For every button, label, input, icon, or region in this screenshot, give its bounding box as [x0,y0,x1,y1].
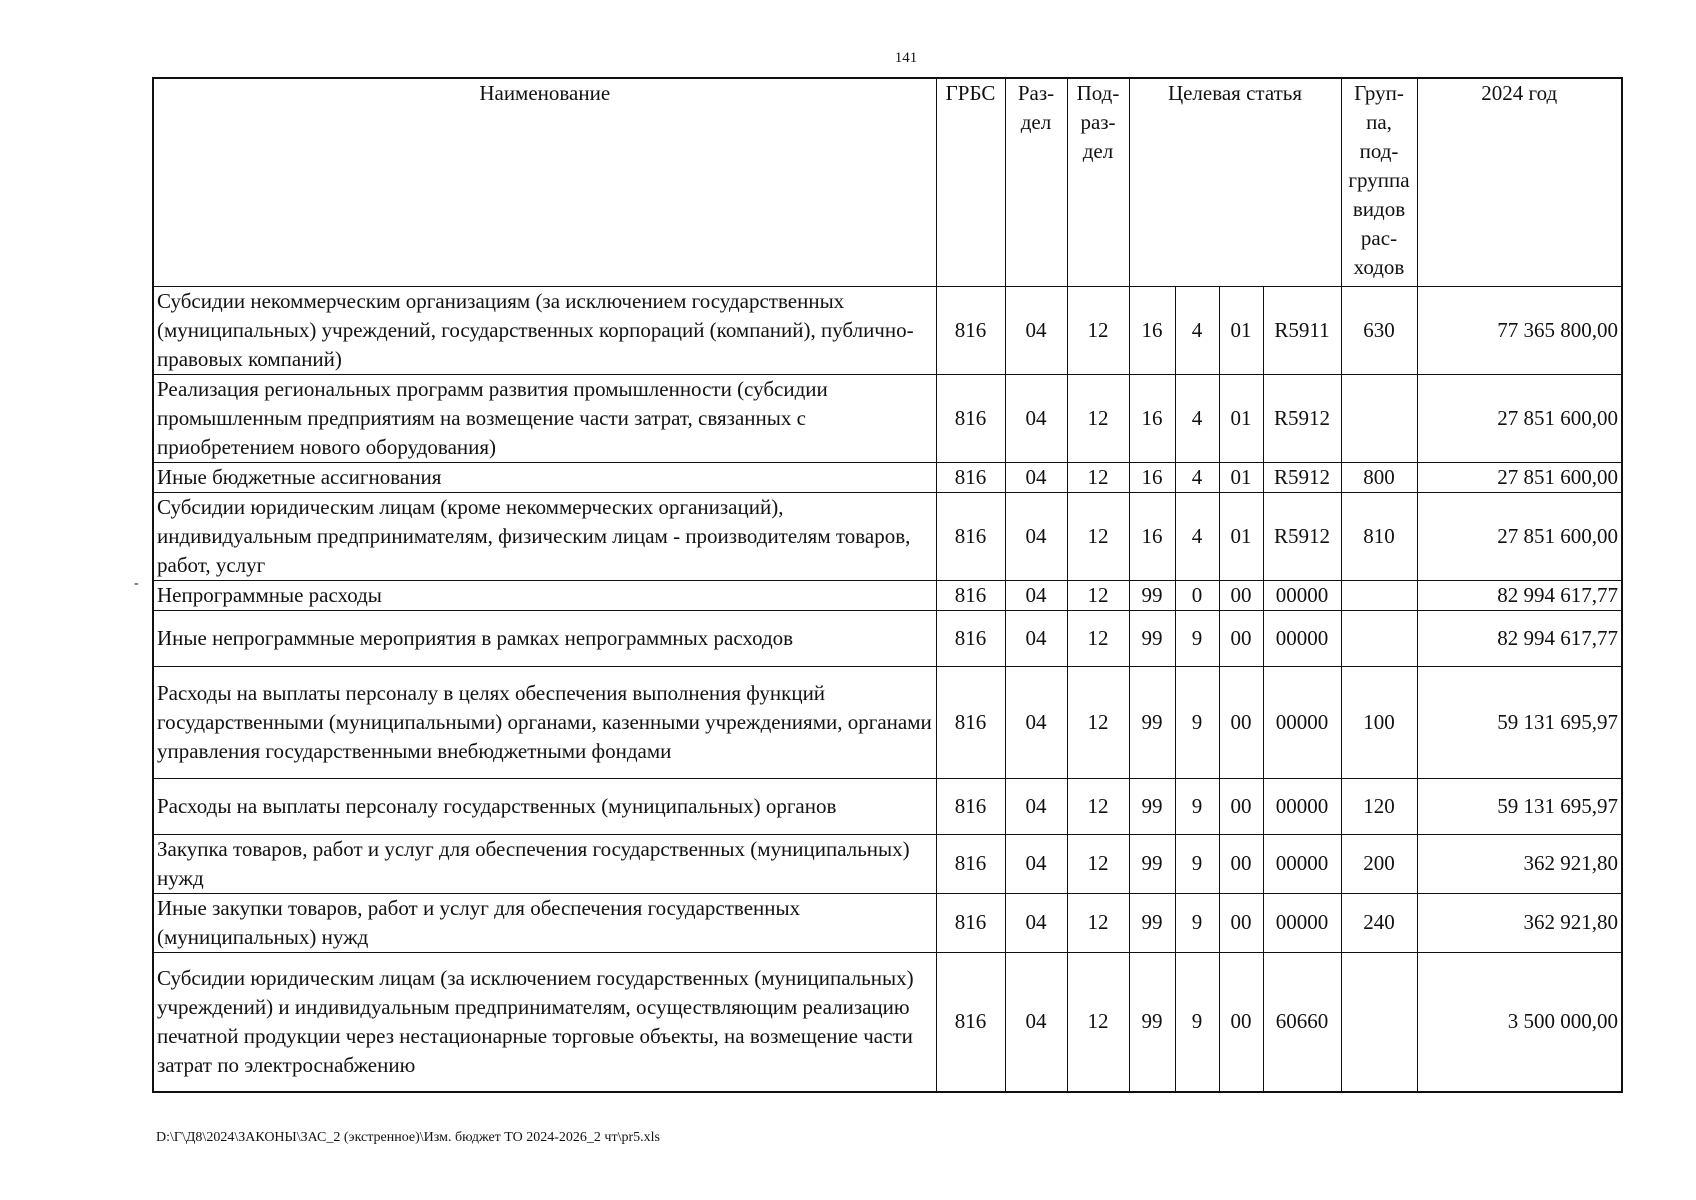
cell-t4: 00000 [1263,580,1341,610]
cell-amount: 27 851 600,00 [1417,492,1622,580]
cell-name: Субсидии некоммерческим организациям (за исключением государственных (муниципальных) учреждений, государственных корпораций (компаний), публично-правовых компаний) [153,286,936,374]
cell-grbs: 816 [936,834,1005,893]
cell-name: Иные закупки товаров, работ и услуг для обеспечения государственных (муниципальных) нужд [153,893,936,952]
cell-t1: 99 [1129,778,1175,834]
cell-t1: 16 [1129,374,1175,462]
cell-t3: 00 [1219,952,1263,1092]
header-podrazdel: Под-раз-дел [1067,78,1129,286]
cell-podrazdel: 12 [1067,286,1129,374]
cell-t2: 4 [1175,492,1219,580]
cell-t4: 00000 [1263,610,1341,666]
cell-t3: 00 [1219,778,1263,834]
cell-grbs: 816 [936,778,1005,834]
cell-name: Закупка товаров, работ и услуг для обеспечения государственных (муниципальных) нужд [153,834,936,893]
cell-t4: R5912 [1263,462,1341,492]
cell-amount: 77 365 800,00 [1417,286,1622,374]
cell-grbs: 816 [936,610,1005,666]
cell-group: 100 [1341,666,1417,778]
cell-t4: 00000 [1263,666,1341,778]
cell-t3: 00 [1219,666,1263,778]
table-row [153,610,1622,666]
cell-t1: 16 [1129,492,1175,580]
cell-t4: 60660 [1263,952,1341,1092]
header-row [153,78,1622,286]
cell-t4: 00000 [1263,834,1341,893]
page-number: 141 [894,50,918,66]
cell-razdel: 04 [1005,834,1067,893]
table-row [153,462,1622,492]
cell-t3: 00 [1219,834,1263,893]
cell-group [1341,610,1417,666]
cell-t3: 01 [1219,286,1263,374]
table-row [153,374,1622,462]
cell-t3: 00 [1219,610,1263,666]
cell-razdel: 04 [1005,778,1067,834]
cell-name: Субсидии юридическим лицам (за исключением государственных (муниципальных) учреждений) и индивидуальным предпринимателям, осуществляющим реализацию печатной продукции через нестационарные торговые объекты, на возмещение части затрат по электроснабжению [153,952,936,1092]
table-row [153,666,1622,778]
cell-amount: 3 500 000,00 [1417,952,1622,1092]
cell-t4: 00000 [1263,893,1341,952]
cell-name: Расходы на выплаты персоналу в целях обеспечения выполнения функций государственными (муниципальными) органами, казенными учреждениями, органами управления государственными внебюджетными фондами [153,666,936,778]
cell-podrazdel: 12 [1067,462,1129,492]
cell-t2: 0 [1175,580,1219,610]
cell-podrazdel: 12 [1067,610,1129,666]
header-group: Груп-па, под-группа видов рас-ходов [1341,78,1417,286]
cell-name: Иные непрограммные мероприятия в рамках непрограммных расходов [153,610,936,666]
cell-razdel: 04 [1005,893,1067,952]
cell-group: 800 [1341,462,1417,492]
cell-t1: 99 [1129,952,1175,1092]
cell-razdel: 04 [1005,462,1067,492]
cell-name: Расходы на выплаты персоналу государственных (муниципальных) органов [153,778,936,834]
cell-t2: 4 [1175,374,1219,462]
cell-t1: 99 [1129,666,1175,778]
cell-grbs: 816 [936,666,1005,778]
header-year: 2024 год [1417,78,1622,286]
cell-t1: 99 [1129,580,1175,610]
cell-t1: 99 [1129,834,1175,893]
cell-razdel: 04 [1005,492,1067,580]
cell-t2: 4 [1175,462,1219,492]
cell-amount: 362 921,80 [1417,834,1622,893]
cell-t1: 16 [1129,462,1175,492]
header-target: Целевая статья [1129,78,1341,286]
cell-name: Реализация региональных программ развития промышленности (субсидии промышленным предприятиям на возмещение части затрат, связанных с приобретением нового оборудования) [153,374,936,462]
table-body [153,286,1622,1092]
cell-amount: 59 131 695,97 [1417,666,1622,778]
cell-t1: 99 [1129,893,1175,952]
table-row [153,286,1622,374]
table-row [153,834,1622,893]
cell-razdel: 04 [1005,610,1067,666]
cell-grbs: 816 [936,374,1005,462]
cell-t2: 9 [1175,834,1219,893]
header-razdel: Раз-дел [1005,78,1067,286]
cell-group [1341,580,1417,610]
cell-podrazdel: 12 [1067,580,1129,610]
cell-grbs: 816 [936,893,1005,952]
cell-amount: 27 851 600,00 [1417,374,1622,462]
cell-razdel: 04 [1005,666,1067,778]
cell-podrazdel: 12 [1067,834,1129,893]
cell-t2: 9 [1175,952,1219,1092]
cell-group [1341,952,1417,1092]
cell-podrazdel: 12 [1067,666,1129,778]
cell-t1: 99 [1129,610,1175,666]
header-name: Наименование [153,78,936,286]
cell-t2: 9 [1175,666,1219,778]
cell-podrazdel: 12 [1067,778,1129,834]
cell-grbs: 816 [936,580,1005,610]
cell-amount: 82 994 617,77 [1417,610,1622,666]
cell-t4: R5912 [1263,492,1341,580]
cell-name: Иные бюджетные ассигнования [153,462,936,492]
cell-group [1341,374,1417,462]
cell-group: 120 [1341,778,1417,834]
table-row [153,952,1622,1092]
cell-group: 630 [1341,286,1417,374]
cell-group: 810 [1341,492,1417,580]
table-row [153,778,1622,834]
cell-grbs: 816 [936,492,1005,580]
cell-podrazdel: 12 [1067,492,1129,580]
stray-mark: - [134,576,139,591]
cell-t4: 00000 [1263,778,1341,834]
cell-amount: 82 994 617,77 [1417,580,1622,610]
cell-t3: 00 [1219,580,1263,610]
cell-t3: 01 [1219,492,1263,580]
cell-name: Субсидии юридическим лицам (кроме некоммерческих организаций), индивидуальным предпринимателям, физическим лицам - производителям товаров, работ, услуг [153,492,936,580]
cell-t3: 01 [1219,462,1263,492]
cell-t3: 01 [1219,374,1263,462]
cell-t4: R5911 [1263,286,1341,374]
file-path-footer: D:\Г\Д8\2024\ЗАКОНЫ\ЗАС_2 (экстренное)\Изм. бюджет ТО 2024-2026_2 чт\pr5.xls [156,1130,660,1145]
table-row [153,893,1622,952]
cell-razdel: 04 [1005,286,1067,374]
cell-t4: R5912 [1263,374,1341,462]
cell-podrazdel: 12 [1067,952,1129,1092]
cell-razdel: 04 [1005,952,1067,1092]
budget-table [152,77,1623,1093]
cell-t3: 00 [1219,893,1263,952]
cell-t2: 4 [1175,286,1219,374]
cell-amount: 59 131 695,97 [1417,778,1622,834]
cell-t2: 9 [1175,778,1219,834]
cell-t2: 9 [1175,610,1219,666]
cell-podrazdel: 12 [1067,893,1129,952]
cell-razdel: 04 [1005,374,1067,462]
cell-grbs: 816 [936,462,1005,492]
cell-amount: 27 851 600,00 [1417,462,1622,492]
cell-grbs: 816 [936,952,1005,1092]
table-row [153,580,1622,610]
cell-group: 240 [1341,893,1417,952]
cell-group: 200 [1341,834,1417,893]
cell-name: Непрограммные расходы [153,580,936,610]
cell-t2: 9 [1175,893,1219,952]
cell-podrazdel: 12 [1067,374,1129,462]
table-row [153,492,1622,580]
cell-t1: 16 [1129,286,1175,374]
header-grbs: ГРБС [936,78,1005,286]
cell-amount: 362 921,80 [1417,893,1622,952]
cell-grbs: 816 [936,286,1005,374]
cell-razdel: 04 [1005,580,1067,610]
